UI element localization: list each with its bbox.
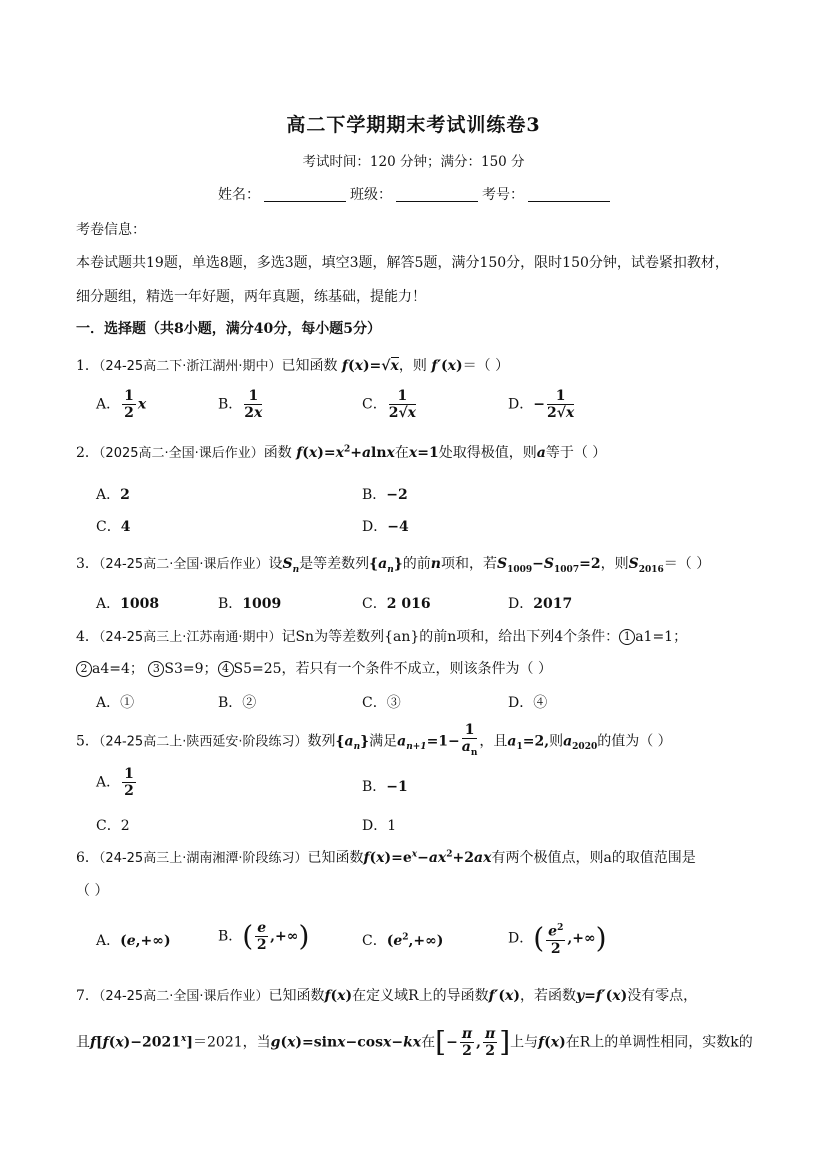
q3-option-b[interactable]: B．1009 — [218, 596, 282, 612]
number-label: 考号： — [482, 187, 524, 203]
q5-option-d[interactable]: D．1 — [362, 818, 397, 834]
name-label: 姓名： — [218, 187, 260, 203]
q5-option-b[interactable]: B．−1 — [362, 779, 408, 795]
q6-option-a[interactable]: A．(e,+∞) — [96, 933, 171, 949]
exam-info-title: 考卷信息： — [76, 222, 146, 238]
number-blank[interactable] — [528, 187, 610, 202]
q2-option-a[interactable]: A．2 — [96, 487, 130, 503]
question-4-line2: 2 a4=4； 3 S3=9； 4 S5=25，若只有一个条件不成立，则该条件为（ ） — [76, 658, 552, 678]
question-5: 5．（24-25高二上·陕西延安·阶段练习）数列$\{a_n\}$满足$a_{n+1}=1-$ $\frac{1}{a_n}$ ，且$a_1=2$,则$a_{2020}$的值为（ ） — [76, 722, 672, 758]
q6-option-c[interactable]: C．$(e^2,+\infty)$ — [362, 932, 444, 949]
q4-option-c[interactable]: C．③ — [362, 695, 401, 711]
exam-time: 考试时间：120 分钟；满分：150 分 — [302, 154, 525, 170]
exam-info-line2: 细分题组，精选一年好题，两年真题，练基础，提能力！ — [76, 289, 426, 305]
q4-option-d[interactable]: D．④ — [508, 695, 548, 711]
question-7-line2: 且$f[f(x)-2021^x]=2021$，当g(x)=sinx−cosx−kx在[− $\frac{\pi}{2}$ , $\frac{\pi}{2}$ ]上与f(x)在R上的单调性相同，实数k的 — [76, 1025, 753, 1059]
q5-option-c[interactable]: C．2 — [96, 818, 130, 834]
q4-option-a[interactable]: A．① — [96, 695, 135, 711]
q1-option-c[interactable]: C． $\frac{1}{2√x}$ — [362, 388, 417, 421]
q1-option-b[interactable]: B． $\frac{1}{2x}$ — [218, 388, 263, 421]
question-1: 1．（24-25高二下·浙江湖州·期中）已知函数 f(x)=√x，则 f′(x)＝（ ） — [76, 358, 510, 374]
section-heading: 一．选择题（共8小题，满分40分，每小题5分） — [76, 321, 381, 337]
question-6: 6．（24-25高三上·湖南湘潭·阶段练习）已知函数$f(x)=e^x-ax^2+2ax$有两个极值点，则a的取值范围是 — [76, 849, 696, 866]
q3-option-a[interactable]: A．1008 — [96, 596, 160, 612]
q2-option-d[interactable]: D．−4 — [362, 519, 409, 535]
question-3: 3．（24-25高二·全国·课后作业）设$S_n$是等差数列$\{a_n\}$的前n项和，若$S_{1009}-S_{1007}=2$，则$S_{2016}=$（ ） — [76, 556, 711, 575]
student-info-row — [218, 184, 614, 204]
q6-option-d[interactable]: D．( $\frac{e^2}{2}$ ,+∞) — [508, 921, 607, 957]
q1-option-a[interactable]: A． $\frac{1}{2}$ x — [96, 388, 147, 421]
q2-option-b[interactable]: B．−2 — [362, 487, 408, 503]
q4-option-b[interactable]: B．② — [218, 695, 257, 711]
page-title: 高二下学期期末考试训练卷3 — [286, 114, 541, 136]
class-label: 班级： — [350, 187, 392, 203]
q6-option-b[interactable]: B．( $\frac{e}{2}$ ,+∞) — [218, 919, 310, 953]
q3-option-c[interactable]: C．2 016 — [362, 596, 431, 612]
q1-option-d[interactable]: D．− $\frac{1}{2√x}$ — [508, 388, 575, 421]
question-7: 7．（24-25高二·全国·课后作业）已知函数f(x)在定义域R上的导函数f′(x)，若函数y=f′(x)没有零点， — [76, 988, 698, 1004]
class-blank[interactable] — [396, 187, 478, 202]
question-6-paren: （ ） — [76, 883, 109, 899]
q5-option-a[interactable]: A． $\frac{1}{2}$ — [96, 766, 134, 799]
exam-info-line1: 本卷试题共19题，单选8题，多选3题，填空3题，解答5题，满分150分，限时150分钟，试卷紧扣教材， — [76, 255, 729, 271]
q2-option-c[interactable]: C．4 — [96, 519, 131, 535]
name-blank[interactable] — [264, 187, 346, 202]
q3-option-d[interactable]: D．2017 — [508, 596, 573, 612]
question-4: 4．（24-25高三上·江苏南通·期中）记Sn为等差数列{an}的前n项和，给出下列4个条件： 1 a1=1； — [76, 629, 688, 645]
question-2: 2．（2025高二·全国·课后作业）函数 $f(x)=x^2+alnx$在x=1处取得极值，则a等于（ ） — [76, 444, 607, 461]
